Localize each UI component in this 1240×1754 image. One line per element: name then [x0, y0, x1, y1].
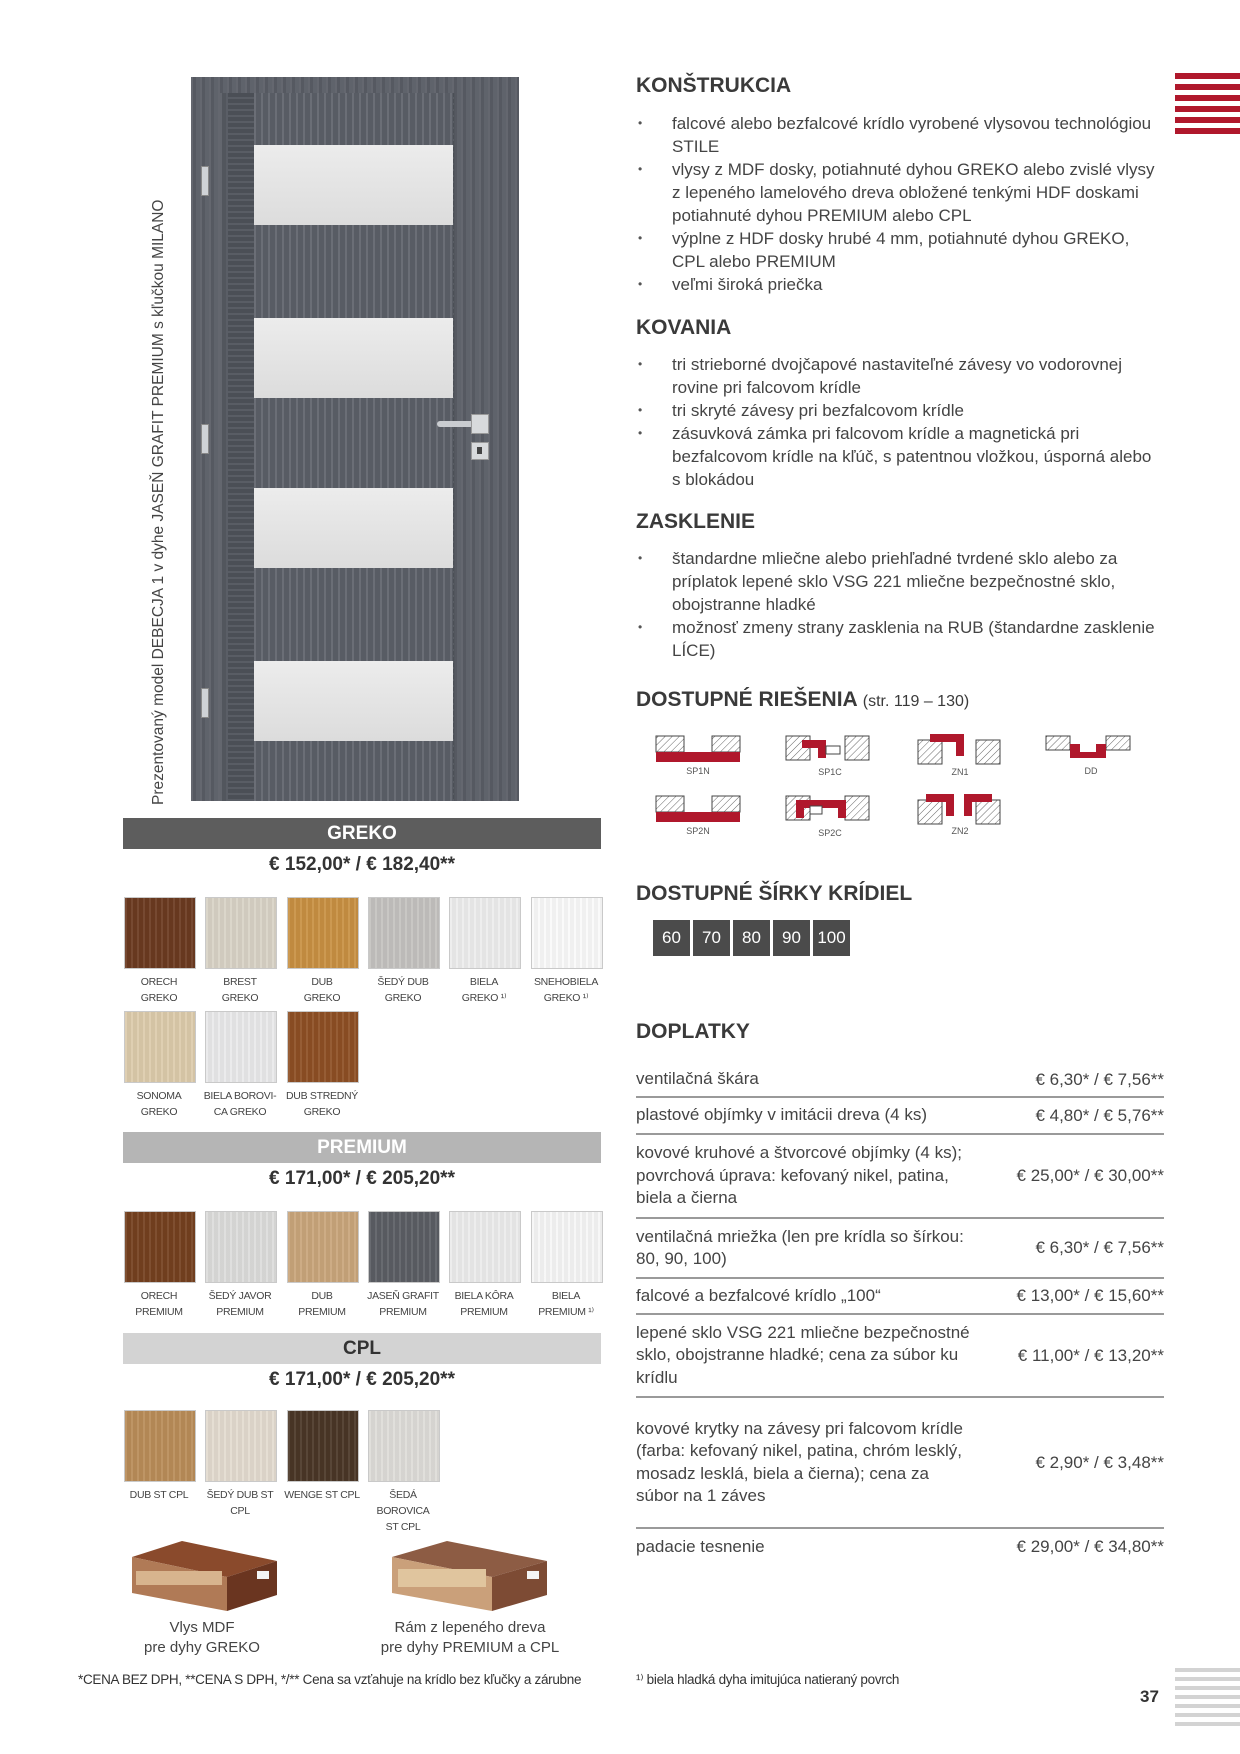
door-stile-left [228, 93, 254, 801]
swatch-label-line: PREMIUM [379, 1306, 427, 1318]
swatch-label [119, 974, 199, 1006]
row-label: falcové a bezfalcové krídlo „100“ [636, 1285, 881, 1305]
riesenia-title-text: DOSTUPNÉ RIEŠENIA [636, 688, 857, 711]
row-price: € 25,00* / € 30,00** [1016, 1166, 1164, 1185]
dd-diagram [1046, 736, 1130, 758]
swatch-label [363, 1487, 443, 1535]
profile-caption-line: pre dyhy PREMIUM a CPL [380, 1639, 560, 1656]
door-glass-pane [254, 145, 453, 225]
swatch-label-line: PREMIUM [460, 1306, 508, 1318]
swatch-label-line: CA GREKO [213, 1106, 267, 1118]
swatch-label-line: GREKO [303, 1106, 341, 1118]
table-row [636, 1529, 1164, 1565]
door-rail [254, 225, 453, 318]
zasklenie-list [636, 547, 1156, 662]
swatch-label-line: PREMIUM ¹⁾ [538, 1306, 594, 1318]
sp2c-diagram [786, 796, 869, 820]
list-item: • falcové alebo bezfalcové krídlo vyrobené vlysovou technológiou STILE [636, 112, 1156, 158]
swatch-label-line: GREKO [303, 992, 341, 1004]
color-swatch [124, 1211, 196, 1283]
table-row [636, 1315, 1164, 1398]
list-item: • tri strieborné dvojčapové nastaviteľné závesy vo vodorovnej rovine pri falcovom krídle [636, 353, 1156, 399]
swatch-label [444, 1288, 524, 1320]
swatch-label-line: BIELA BOROVI- [203, 1090, 277, 1102]
premium-title: PREMIUM [123, 1132, 601, 1163]
row-price: € 29,00* / € 34,80** [1016, 1537, 1164, 1556]
swatch-label-line: GREKO [221, 992, 259, 1004]
profile-caption-line: Vlys MDF [169, 1619, 235, 1636]
footer-stripes [1175, 1668, 1240, 1731]
row-label: padacie tesnenie [636, 1536, 765, 1556]
list-item: • štandardne mliečne alebo priehľadné tvrdené sklo alebo za príplatok lepené sklo VSG 221 mliečne bezpečnostné sklo, obojstranne hladké [636, 547, 1156, 616]
color-swatch [205, 1410, 277, 1482]
color-swatch [287, 897, 359, 969]
swatch-label [119, 1288, 199, 1320]
width-option: 90 [773, 920, 810, 956]
color-swatch [124, 1410, 196, 1482]
greko-title: GREKO [123, 818, 601, 849]
kovania-list [636, 353, 1156, 491]
door-glass-pane [254, 318, 453, 398]
swatch-label [363, 1288, 443, 1320]
glued-wood-profile-image [382, 1537, 557, 1615]
door-glass-pane [254, 488, 453, 568]
width-option: 70 [693, 920, 730, 956]
sol-label-sp2n: SP2N [686, 826, 710, 836]
swatch-label-line: GREKO [140, 992, 178, 1004]
swatch-label-line: BIELA [469, 976, 499, 988]
sol-label-sp2c: SP2C [818, 828, 842, 838]
swatch-label-line: ŠEDÁ BOROVICA [376, 1489, 430, 1517]
profile-caption-frame [370, 1618, 570, 1658]
door-rail [254, 741, 453, 801]
swatch-label [200, 1088, 280, 1120]
width-option: 100 [813, 920, 850, 956]
page-number: 37 [1140, 1687, 1159, 1706]
footnote-prices: *CENA BEZ DPH, **CENA S DPH, */** Cena sa vzťahuje na krídlo bez kľučky a zárubne [78, 1672, 582, 1687]
door-lock [471, 442, 489, 460]
riesenia-pages: (str. 119 – 130) [862, 693, 970, 710]
profile-caption-line: pre dyhy GREKO [144, 1639, 260, 1656]
row-price: € 13,00* / € 15,60** [1016, 1286, 1164, 1305]
row-label: lepené sklo VSG 221 mliečne bezpečnostné sklo, obojstranne hladké; cena za súbor ku krídlu [636, 1322, 970, 1387]
color-swatch [368, 897, 440, 969]
door-caption: Prezentovaný model DEBECJA 1 v dyhe JASEŇ GRAFIT PREMIUM s kľučkou MILANO [150, 199, 167, 805]
row-label: ventilačná škára [636, 1069, 759, 1089]
sol-label-sp1n: SP1N [686, 766, 710, 776]
sp1n-diagram [656, 736, 740, 762]
swatch-label-line: ŠEDÝ DUB ST CPL [206, 1489, 274, 1517]
swatch-label-line: DUB STREDNÝ [286, 1090, 358, 1102]
swatch-label-line: BIELA [551, 1290, 581, 1302]
swatch-label [119, 1088, 199, 1120]
color-swatch [531, 1211, 603, 1283]
swatch-label-line: JASEŇ GRAFIT [367, 1290, 439, 1302]
hinge-icon [201, 424, 209, 454]
color-swatch [287, 1011, 359, 1083]
cpl-price: € 171,00* / € 205,20** [269, 1369, 455, 1390]
table-row [636, 1279, 1164, 1315]
greko-price: € 152,00* / € 182,40** [269, 854, 455, 875]
color-swatch [205, 897, 277, 969]
list-item: • zásuvková zámka pri falcovom krídle a magnetická pri bezfalcovom krídle na kľúč, s patentnou vložkou, úsporná alebo s blokádou [636, 422, 1156, 491]
swatch-label-line: GREKO [140, 1106, 178, 1118]
color-swatch [531, 897, 603, 969]
row-label: plastové objímky v imitácii dreva (4 ks) [636, 1105, 927, 1125]
list-item: • veľmi široká priečka [636, 273, 1156, 296]
swatch-label-line: GREKO ¹⁾ [543, 992, 589, 1004]
zn2-diagram [918, 794, 1000, 824]
swatch-label-line: DUB [311, 976, 333, 988]
sol-label-sp1c: SP1C [818, 767, 842, 777]
swatch-label-line: DUB ST CPL [129, 1489, 189, 1501]
swatch-label [282, 974, 362, 1006]
row-label: kovové kruhové a štvorcové objímky (4 ks); povrchová úprava: kefovaný nikel, patina, biela a čierna [636, 1143, 962, 1208]
swatch-label-line: ORECH [140, 1290, 178, 1302]
swatch-label [526, 1288, 606, 1320]
row-price: € 11,00* / € 13,20** [1017, 1345, 1164, 1365]
zn1-diagram [918, 734, 1000, 764]
swatch-label-line: BREST [223, 976, 257, 988]
mdf-profile-image [122, 1537, 282, 1615]
row-price: € 6,30* / € 7,56** [1035, 1069, 1164, 1089]
konstrukcia-list [636, 112, 1156, 296]
row-label: ventilačná mriežka (len pre krídla so šírkou: 80, 90, 100) [636, 1226, 964, 1268]
swatch-label [282, 1487, 362, 1503]
width-option: 60 [653, 920, 690, 956]
table-row [636, 1398, 1164, 1529]
door-rail [254, 568, 453, 661]
color-swatch [449, 897, 521, 969]
swatch-label-line: ST CPL [385, 1521, 421, 1533]
hinge-icon [201, 688, 209, 718]
sp2n-diagram [656, 796, 740, 822]
sol-label-zn1: ZN1 [951, 767, 969, 777]
swatch-label-line: BIELA KÔRA [454, 1290, 514, 1302]
color-swatch [287, 1410, 359, 1482]
swatch-label-line: PREMIUM [298, 1306, 346, 1318]
color-swatch [449, 1211, 521, 1283]
list-item: • vlysy z MDF dosky, potiahnuté dyhou GREKO alebo zvislé vlysy z lepeného lamelového dreva obložené tenkými HDF doskami potiahnuté dyhou PREMIUM alebo CPL [636, 158, 1156, 227]
swatch-label-line: ŠEDÝ JAVOR [208, 1290, 272, 1302]
swatch-label-line: DUB [311, 1290, 333, 1302]
door-glass-pane [254, 661, 453, 741]
premium-price: € 171,00* / € 205,20** [269, 1168, 455, 1189]
color-swatch [287, 1211, 359, 1283]
swatch-label-line: WENGE ST CPL [284, 1489, 360, 1501]
footnote-veneer: ¹⁾ biela hladká dyha imitujúca natieraný povrch [636, 1672, 900, 1687]
section-title-kovania: KOVANIA [636, 316, 732, 339]
list-item: • tri skryté závesy pri bezfalcovom krídle [636, 399, 1156, 422]
swatch-label [282, 1088, 362, 1120]
color-swatch [368, 1211, 440, 1283]
swatch-label [444, 974, 524, 1006]
color-swatch [368, 1410, 440, 1482]
profile-caption-line: Rám z lepeného dreva [394, 1619, 546, 1636]
door-rail [254, 398, 453, 488]
swatch-label [363, 974, 443, 1006]
table-row [636, 1219, 1164, 1279]
swatch-label-line: ŠEDÝ DUB [377, 976, 429, 988]
list-item: • možnosť zmeny strany zasklenia na RUB (štandardne zasklenie LÍCE) [636, 616, 1156, 662]
section-title-riesenia [636, 688, 969, 712]
swatch-label-line: PREMIUM [135, 1306, 183, 1318]
swatch-label [119, 1487, 199, 1503]
swatch-label [526, 974, 606, 1006]
section-title-konstrukcia: KONŠTRUKCIA [636, 74, 792, 97]
swatch-label-line: PREMIUM [216, 1306, 264, 1318]
color-swatch [124, 1011, 196, 1083]
swatch-label [200, 974, 280, 1006]
swatch-label-line: SONOMA [136, 1090, 182, 1102]
profile-caption-mdf [122, 1618, 282, 1658]
row-label: kovové krytky na závesy pri falcovom krídle (farba: kefovaný nikel, patina, chróm lesklý, mosadz lesklá, biela a čierna); cena za súbor na 1 záves [636, 1418, 963, 1505]
section-title-doplatky: DOPLATKY [636, 1020, 750, 1043]
header-stripes [1175, 73, 1240, 139]
table-row [636, 1098, 1164, 1135]
door-stile-right [453, 93, 454, 801]
sp1c-diagram [786, 736, 869, 760]
width-option: 80 [733, 920, 770, 956]
row-price: € 6,30* / € 7,56** [1035, 1238, 1164, 1257]
color-swatch [124, 897, 196, 969]
door-handle-rose [471, 414, 489, 434]
swatch-label [200, 1288, 280, 1320]
row-price: € 2,90* / € 3,48** [1035, 1452, 1164, 1472]
list-item: • výplne z HDF dosky hrubé 4 mm, potiahnuté dyhou GREKO, CPL alebo PREMIUM [636, 227, 1156, 273]
table-row [636, 1063, 1164, 1098]
swatch-label [200, 1487, 280, 1519]
color-swatch [205, 1011, 277, 1083]
doplatky-table [636, 1063, 1164, 1565]
door-rail [254, 93, 453, 145]
swatch-label-line: ORECH [140, 976, 178, 988]
sol-label-zn2: ZN2 [951, 826, 969, 836]
color-swatch [205, 1211, 277, 1283]
swatch-label-line: GREKO [384, 992, 422, 1004]
swatch-label-line: GREKO ¹⁾ [461, 992, 507, 1004]
section-title-zasklenie: ZASKLENIE [636, 510, 756, 533]
swatch-label-line: SNEHOBIELA [533, 976, 599, 988]
sol-label-dd: DD [1084, 766, 1098, 776]
row-price: € 4,80* / € 5,76** [1035, 1105, 1164, 1125]
cpl-title: CPL [123, 1333, 601, 1364]
hinge-icon [201, 166, 209, 196]
swatch-label [282, 1288, 362, 1320]
table-row [636, 1135, 1164, 1219]
section-title-sirky: DOSTUPNÉ ŠÍRKY KRÍDIEL [636, 882, 913, 905]
